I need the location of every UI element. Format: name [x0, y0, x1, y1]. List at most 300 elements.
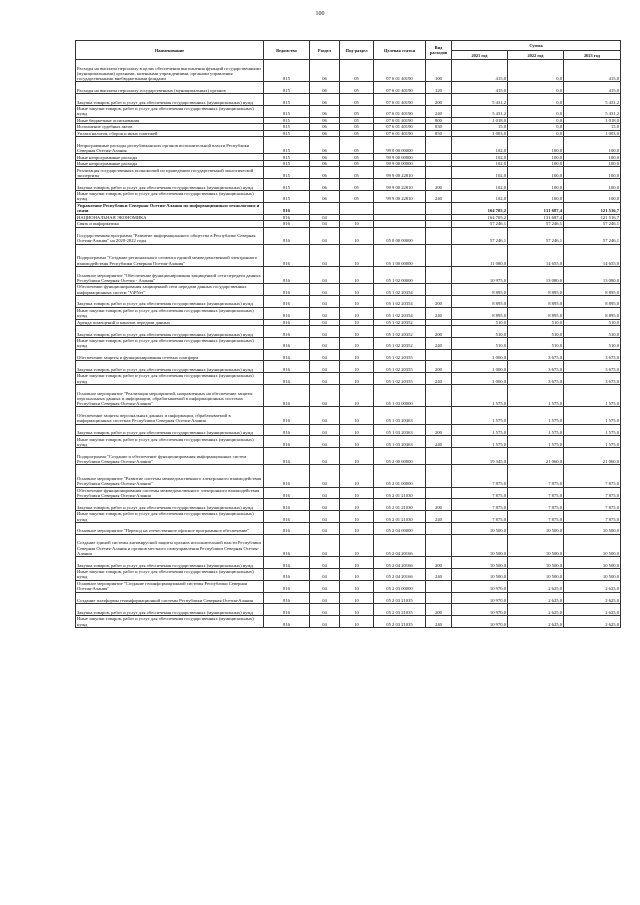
row-subsection: 10: [340, 267, 374, 284]
row-section: 06: [310, 137, 340, 154]
header-ministry: Ведомство: [264, 41, 310, 60]
row-name: НАЦИОНАЛЬНАЯ ЭКОНОМИКА: [76, 214, 264, 221]
row-subsection: 10: [340, 244, 374, 266]
row-exp-type: [426, 267, 452, 284]
row-name: Закупка товаров, работ и услуг для обеспечения государственных (муниципальных) нужд: [76, 295, 264, 307]
row-target: 05 1 02 20354: [374, 284, 426, 296]
row-sum-2022: 10 500,0: [508, 522, 564, 534]
table-row: [76, 522, 621, 534]
row-name: Закупка товаров, работ и услуг для обеспечения государственных (муниципальных) нужд: [76, 424, 264, 436]
row-sum-2022: 21 060,0: [508, 448, 564, 465]
row-name: Подпрограмма "Создание и обеспечение функционирования информационных систем Республики Северная Осетия-Алания": [76, 448, 264, 465]
row-section: 04: [310, 284, 340, 296]
row-sum-2021: 8 895,0: [452, 307, 508, 319]
row-exp-type: [426, 448, 452, 465]
row-sum-2022: 10 500,0: [508, 568, 564, 580]
row-name: Закупка товаров, работ и услуг для обеспечения государственных (муниципальных) нужд: [76, 326, 264, 338]
row-name: Реализация государственных полномочий по проведению государственной экологической экспертизы: [76, 167, 264, 179]
row-section: 04: [310, 295, 340, 307]
row-target: 99 9 00 00000: [374, 154, 426, 161]
row-name: Основное мероприятие "Создание геоинформационной системы Республики Северная Осетия-Алания": [76, 580, 264, 592]
row-section: 04: [310, 557, 340, 569]
header-year-2023: 2023 год: [564, 51, 621, 60]
row-sum-2021: 415,0: [452, 60, 508, 82]
row-ministry: 816: [264, 534, 310, 556]
row-sum-2021: 7 875,0: [452, 487, 508, 499]
row-sum-2022: 100,0: [508, 154, 564, 161]
row-target: 05 1 03 20363: [374, 424, 426, 436]
row-exp-type: 200: [426, 94, 452, 106]
row-section: 04: [310, 436, 340, 448]
row-name: Закупка товаров, работ и услуг для обеспечения государственных (муниципальных) нужд: [76, 179, 264, 191]
row-target: 05 1 03 20363: [374, 407, 426, 424]
row-ministry: 816: [264, 557, 310, 569]
row-sum-2022: 0,0: [508, 94, 564, 106]
row-name: Иные закупки товаров, работ и услуг для обеспечения государственных (муниципальных) нужд: [76, 511, 264, 523]
row-exp-type: [426, 137, 452, 154]
row-sum-2023: 415,0: [564, 60, 621, 82]
row-subsection: 05: [340, 179, 374, 191]
row-exp-type: 240: [426, 568, 452, 580]
row-target: 05 1 02 00000: [374, 267, 426, 284]
row-exp-type: 200: [426, 499, 452, 511]
row-exp-type: 240: [426, 616, 452, 628]
row-ministry: 815: [264, 179, 310, 191]
row-target: 07 6 01 40190: [374, 117, 426, 124]
row-name: Иные непрограммные расходы: [76, 160, 264, 167]
row-section: 04: [310, 307, 340, 319]
row-subsection: 10: [340, 511, 374, 523]
row-ministry: 816: [264, 202, 310, 214]
row-sum-2023: 13 080,0: [564, 267, 621, 284]
row-subsection: 10: [340, 373, 374, 385]
row-sum-2023: 510,0: [564, 326, 621, 338]
row-sum-2023: 1 003,0: [564, 130, 621, 137]
row-section: 04: [310, 499, 340, 511]
row-target: 07 6 01 40190: [374, 105, 426, 117]
row-sum-2023: 100,0: [564, 179, 621, 191]
row-sum-2022: 100,0: [508, 160, 564, 167]
row-sum-2022: 1 575,0: [508, 407, 564, 424]
row-sum-2021: 11 080,0: [452, 244, 508, 266]
row-sum-2022: 510,0: [508, 337, 564, 349]
row-ministry: 816: [264, 214, 310, 221]
row-section: 04: [310, 361, 340, 373]
row-sum-2023: 21 060,0: [564, 448, 621, 465]
row-sum-2022: 0,0: [508, 105, 564, 117]
row-sum-2023: 2 625,0: [564, 604, 621, 616]
row-sum-2023: 121 516,7: [564, 214, 621, 221]
table-row: [76, 326, 621, 338]
row-sum-2021: 7 875,0: [452, 465, 508, 487]
row-sum-2023: 14 655,0: [564, 244, 621, 266]
row-section: 04: [310, 337, 340, 349]
row-exp-type: 200: [426, 557, 452, 569]
row-sum-2022: 100,0: [508, 137, 564, 154]
table-row: [76, 499, 621, 511]
row-subsection: 10: [340, 227, 374, 244]
row-name: Закупка товаров, работ и услуг для обеспечения государственных (муниципальных) нужд: [76, 499, 264, 511]
row-section: 04: [310, 349, 340, 361]
row-sum-2023: 7 875,0: [564, 487, 621, 499]
row-target: 05 2 01 00000: [374, 465, 426, 487]
table-row: [76, 190, 621, 202]
table-row: [76, 616, 621, 628]
row-ministry: 815: [264, 137, 310, 154]
row-ministry: 816: [264, 424, 310, 436]
row-sum-2021: 5 431,2: [452, 105, 508, 117]
row-ministry: 816: [264, 373, 310, 385]
row-name: Обеспечение защиты и функционирования сетевых платформ: [76, 349, 264, 361]
row-section: [310, 202, 340, 214]
table-row: [76, 385, 621, 407]
table-row: [76, 349, 621, 361]
row-sum-2022: 2 625,0: [508, 592, 564, 604]
row-ministry: 816: [264, 326, 310, 338]
row-subsection: 05: [340, 154, 374, 161]
row-sum-2022: 100,0: [508, 190, 564, 202]
row-exp-type: [426, 465, 452, 487]
row-target: 07 6 01 40190: [374, 124, 426, 131]
row-sum-2022: 13 080,0: [508, 267, 564, 284]
row-target: 05 2 03 21035: [374, 604, 426, 616]
row-sum-2021: 10 970,0: [452, 592, 508, 604]
table-row: [76, 373, 621, 385]
row-sum-2022: 10 500,0: [508, 557, 564, 569]
table-row: [76, 592, 621, 604]
row-section: 04: [310, 373, 340, 385]
row-sum-2022: 3 675,0: [508, 361, 564, 373]
row-sum-2021: 10 500,0: [452, 534, 508, 556]
table-row: [76, 137, 621, 154]
row-section: 04: [310, 221, 340, 228]
row-target: 05 1 02 20355: [374, 373, 426, 385]
row-subsection: 10: [340, 326, 374, 338]
row-ministry: 816: [264, 407, 310, 424]
row-sum-2021: 102,0: [452, 137, 508, 154]
row-sum-2023: 57 246,1: [564, 221, 621, 228]
table-row: [76, 557, 621, 569]
row-subsection: 05: [340, 82, 374, 94]
row-sum-2021: 1 000,0: [452, 361, 508, 373]
row-sum-2022: 7 875,0: [508, 487, 564, 499]
table-row: [76, 267, 621, 284]
row-target: 05 1 02 20352: [374, 337, 426, 349]
header-subsection: Под-раздел: [340, 41, 374, 60]
row-sum-2021: 8 895,0: [452, 295, 508, 307]
row-sum-2023: 1 018,0: [564, 117, 621, 124]
row-ministry: 815: [264, 82, 310, 94]
row-sum-2023: 100,0: [564, 167, 621, 179]
row-section: 04: [310, 424, 340, 436]
row-ministry: 815: [264, 167, 310, 179]
row-subsection: 10: [340, 349, 374, 361]
row-exp-type: [426, 385, 452, 407]
row-sum-2022: 1 575,0: [508, 436, 564, 448]
row-subsection: 10: [340, 385, 374, 407]
row-section: 06: [310, 190, 340, 202]
row-sum-2022: 3 675,0: [508, 373, 564, 385]
row-name: Управление Республики Северная Осетия-Алания по информационным технологиям и связи: [76, 202, 264, 214]
table-body: [76, 60, 621, 628]
row-ministry: 815: [264, 94, 310, 106]
row-sum-2023: 10 500,0: [564, 522, 621, 534]
row-ministry: 816: [264, 319, 310, 326]
row-subsection: 10: [340, 568, 374, 580]
row-name: Аренда помещений и каналов передачи данных: [76, 319, 264, 326]
row-sum-2023: 510,0: [564, 319, 621, 326]
row-name: Обеспечение защиты персональных данных и информации, обрабатываемой в информационных системах Республики Северная Осетия-Алания: [76, 407, 264, 424]
row-sum-2023: 5 431,2: [564, 105, 621, 117]
row-subsection: 05: [340, 167, 374, 179]
row-ministry: 816: [264, 307, 310, 319]
row-section: 06: [310, 179, 340, 191]
row-sum-2022: 1 575,0: [508, 385, 564, 407]
table-row: [76, 407, 621, 424]
row-subsection: 10: [340, 534, 374, 556]
row-ministry: 816: [264, 337, 310, 349]
row-section: 06: [310, 154, 340, 161]
table-row: [76, 568, 621, 580]
table-row: [76, 448, 621, 465]
row-sum-2023: 1 575,0: [564, 424, 621, 436]
row-subsection: 10: [340, 499, 374, 511]
row-sum-2021: 102,0: [452, 167, 508, 179]
row-name: Создание платформы геоинформационной системы Республики Северная Осетия-Алания: [76, 592, 264, 604]
row-sum-2023: 7 875,0: [564, 465, 621, 487]
row-subsection: 10: [340, 465, 374, 487]
row-sum-2022: 8 895,0: [508, 295, 564, 307]
table-row: [76, 307, 621, 319]
row-subsection: 10: [340, 487, 374, 499]
row-subsection: 05: [340, 190, 374, 202]
row-ministry: 815: [264, 154, 310, 161]
row-exp-type: 100: [426, 60, 452, 82]
table-row: [76, 167, 621, 179]
row-name: Иные закупки товаров, работ и услуг для обеспечения государственных (муниципальных) нужд: [76, 616, 264, 628]
row-sum-2021: 10 500,0: [452, 522, 508, 534]
row-target: 07 6 01 40190: [374, 94, 426, 106]
row-subsection: 10: [340, 319, 374, 326]
row-exp-type: [426, 407, 452, 424]
row-sum-2022: 3 675,0: [508, 349, 564, 361]
row-exp-type: [426, 534, 452, 556]
row-target: 05 2 04 20166: [374, 568, 426, 580]
header-exp-type: Вид расходов: [426, 41, 452, 60]
row-subsection: [340, 202, 374, 214]
row-sum-2021: 510,0: [452, 319, 508, 326]
row-section: 04: [310, 616, 340, 628]
row-target: 07 6 01 40190: [374, 60, 426, 82]
row-sum-2023: 10 500,0: [564, 557, 621, 569]
row-ministry: 815: [264, 117, 310, 124]
row-sum-2023: 5 431,2: [564, 94, 621, 106]
row-sum-2021: 57 246,1: [452, 227, 508, 244]
page-number: 100: [315, 11, 325, 17]
row-exp-type: [426, 349, 452, 361]
row-section: 06: [310, 82, 340, 94]
row-exp-type: 240: [426, 190, 452, 202]
table-row: [76, 361, 621, 373]
row-subsection: 10: [340, 284, 374, 296]
row-section: 04: [310, 511, 340, 523]
row-sum-2021: 7 875,0: [452, 499, 508, 511]
header-year-2021: 2021 год: [452, 51, 508, 60]
row-exp-type: 850: [426, 130, 452, 137]
row-sum-2021: 10 500,0: [452, 568, 508, 580]
table-row: [76, 94, 621, 106]
row-ministry: 815: [264, 130, 310, 137]
row-subsection: 10: [340, 448, 374, 465]
row-exp-type: [426, 284, 452, 296]
row-sum-2021: 10 500,0: [452, 557, 508, 569]
row-exp-type: 200: [426, 361, 452, 373]
row-subsection: 10: [340, 616, 374, 628]
header-name: Наименование: [76, 41, 264, 60]
header-section: Раздел: [310, 41, 340, 60]
row-ministry: 816: [264, 580, 310, 592]
row-section: 06: [310, 160, 340, 167]
row-sum-2021: 10 970,0: [452, 616, 508, 628]
row-sum-2022: 14 655,0: [508, 244, 564, 266]
row-sum-2022: 57 246,1: [508, 221, 564, 228]
table-row: [76, 295, 621, 307]
row-name: Основное мероприятие "Обеспечение функционирования защищенной сети передачи данных Республики Северная Осетия - Алания": [76, 267, 264, 284]
row-sum-2022: 100,0: [508, 167, 564, 179]
row-target: 05 2 00 00000: [374, 448, 426, 465]
row-ministry: 815: [264, 60, 310, 82]
row-sum-2022: 2 625,0: [508, 604, 564, 616]
row-target: 05 2 04 20166: [374, 534, 426, 556]
row-section: 04: [310, 385, 340, 407]
row-name: Основное мероприятие "Развитие системы межведомственного электронного взаимодействия Республики Северная Осетия-Алания": [76, 465, 264, 487]
row-ministry: 816: [264, 499, 310, 511]
row-exp-type: 240: [426, 105, 452, 117]
row-sum-2023: 1 575,0: [564, 385, 621, 407]
row-exp-type: [426, 580, 452, 592]
row-sum-2021: 1 018,0: [452, 117, 508, 124]
row-sum-2021: 1 575,0: [452, 385, 508, 407]
row-sum-2023: 8 895,0: [564, 295, 621, 307]
row-subsection: 10: [340, 221, 374, 228]
row-sum-2022: 8 895,0: [508, 307, 564, 319]
row-exp-type: 200: [426, 326, 452, 338]
row-sum-2023: 100,0: [564, 137, 621, 154]
row-target: 05 1 02 20355: [374, 361, 426, 373]
row-sum-2023: 7 875,0: [564, 511, 621, 523]
row-name: Иные закупки товаров, работ и услуг для обеспечения государственных (муниципальных) нужд: [76, 373, 264, 385]
row-sum-2022: 10 500,0: [508, 534, 564, 556]
row-exp-type: 200: [426, 295, 452, 307]
row-sum-2021: 8 895,0: [452, 284, 508, 296]
row-ministry: 815: [264, 124, 310, 131]
row-section: 04: [310, 244, 340, 266]
row-target: 05 1 03 00000: [374, 385, 426, 407]
row-sum-2023: 100,0: [564, 160, 621, 167]
row-sum-2023: 415,0: [564, 82, 621, 94]
row-target: 07 6 01 40190: [374, 130, 426, 137]
row-exp-type: 800: [426, 117, 452, 124]
row-sum-2023: 8 895,0: [564, 307, 621, 319]
row-ministry: 816: [264, 361, 310, 373]
row-target: 05 1 03 20363: [374, 436, 426, 448]
row-ministry: 816: [264, 221, 310, 228]
row-sum-2022: 510,0: [508, 326, 564, 338]
row-sum-2022: 1 575,0: [508, 424, 564, 436]
row-target: 05 2 04 00000: [374, 522, 426, 534]
row-ministry: 816: [264, 592, 310, 604]
row-section: 04: [310, 227, 340, 244]
row-subsection: 05: [340, 105, 374, 117]
row-target: 99 9 00 22810: [374, 179, 426, 191]
table-row: [76, 227, 621, 244]
row-section: 04: [310, 448, 340, 465]
row-ministry: 816: [264, 295, 310, 307]
row-ministry: 816: [264, 227, 310, 244]
row-target: 05 2 03 21035: [374, 592, 426, 604]
row-sum-2022: 0,0: [508, 82, 564, 94]
row-exp-type: 240: [426, 307, 452, 319]
row-exp-type: [426, 522, 452, 534]
row-target: 05 2 01 21030: [374, 511, 426, 523]
table-row: [76, 284, 621, 296]
row-sum-2023: 15,0: [564, 124, 621, 131]
row-target: 99 9 00 00000: [374, 160, 426, 167]
row-name: Подпрограмма "Создание регионального сегмента единой межведомственной электронного взаимодействия Республики Северная Осетия-Алания": [76, 244, 264, 266]
row-subsection: 10: [340, 295, 374, 307]
row-subsection: 10: [340, 337, 374, 349]
row-sum-2021: 10 975,0: [452, 267, 508, 284]
row-sum-2022: 2 625,0: [508, 580, 564, 592]
table-row: [76, 604, 621, 616]
row-ministry: 815: [264, 105, 310, 117]
row-sum-2022: 0,0: [508, 124, 564, 131]
row-target: 05 1 02 20352: [374, 326, 426, 338]
row-exp-type: 240: [426, 436, 452, 448]
table-row: [76, 580, 621, 592]
row-sum-2021: 1 575,0: [452, 436, 508, 448]
row-name: Обеспечение функционирования системы межведомственного электронного взаимодействия Республики Северная Осетия-Алания: [76, 487, 264, 499]
row-target: 05 2 03 21035: [374, 616, 426, 628]
row-name: Обеспечение функционирования защищенной сети передачи данных государственных информационных систем "ViPNet": [76, 284, 264, 296]
row-name: Закупка товаров, работ и услуг для обеспечения государственных (муниципальных) нужд: [76, 557, 264, 569]
row-sum-2022: 0,0: [508, 60, 564, 82]
row-sum-2023: 57 246,1: [564, 227, 621, 244]
row-sum-2022: 2 625,0: [508, 616, 564, 628]
table-row: [76, 424, 621, 436]
row-target: 05 1 00 00000: [374, 244, 426, 266]
row-section: 04: [310, 534, 340, 556]
row-section: 04: [310, 592, 340, 604]
row-target: 05 2 01 21030: [374, 499, 426, 511]
row-ministry: 816: [264, 568, 310, 580]
row-name: Иные закупки товаров, работ и услуг для обеспечения государственных (муниципальных) нужд: [76, 307, 264, 319]
row-section: 04: [310, 522, 340, 534]
header-target: Целевая статья: [374, 41, 426, 60]
row-exp-type: [426, 487, 452, 499]
budget-table: [75, 40, 621, 628]
row-sum-2023: 2 625,0: [564, 616, 621, 628]
row-ministry: 816: [264, 511, 310, 523]
row-subsection: 10: [340, 522, 374, 534]
row-ministry: 815: [264, 190, 310, 202]
row-section: 04: [310, 487, 340, 499]
row-sum-2021: 510,0: [452, 326, 508, 338]
row-target: 05 2 04 20166: [374, 557, 426, 569]
row-name: Закупка товаров, работ и услуг для обеспечения государственных (муниципальных) нужд: [76, 361, 264, 373]
row-subsection: 10: [340, 436, 374, 448]
row-ministry: 816: [264, 385, 310, 407]
